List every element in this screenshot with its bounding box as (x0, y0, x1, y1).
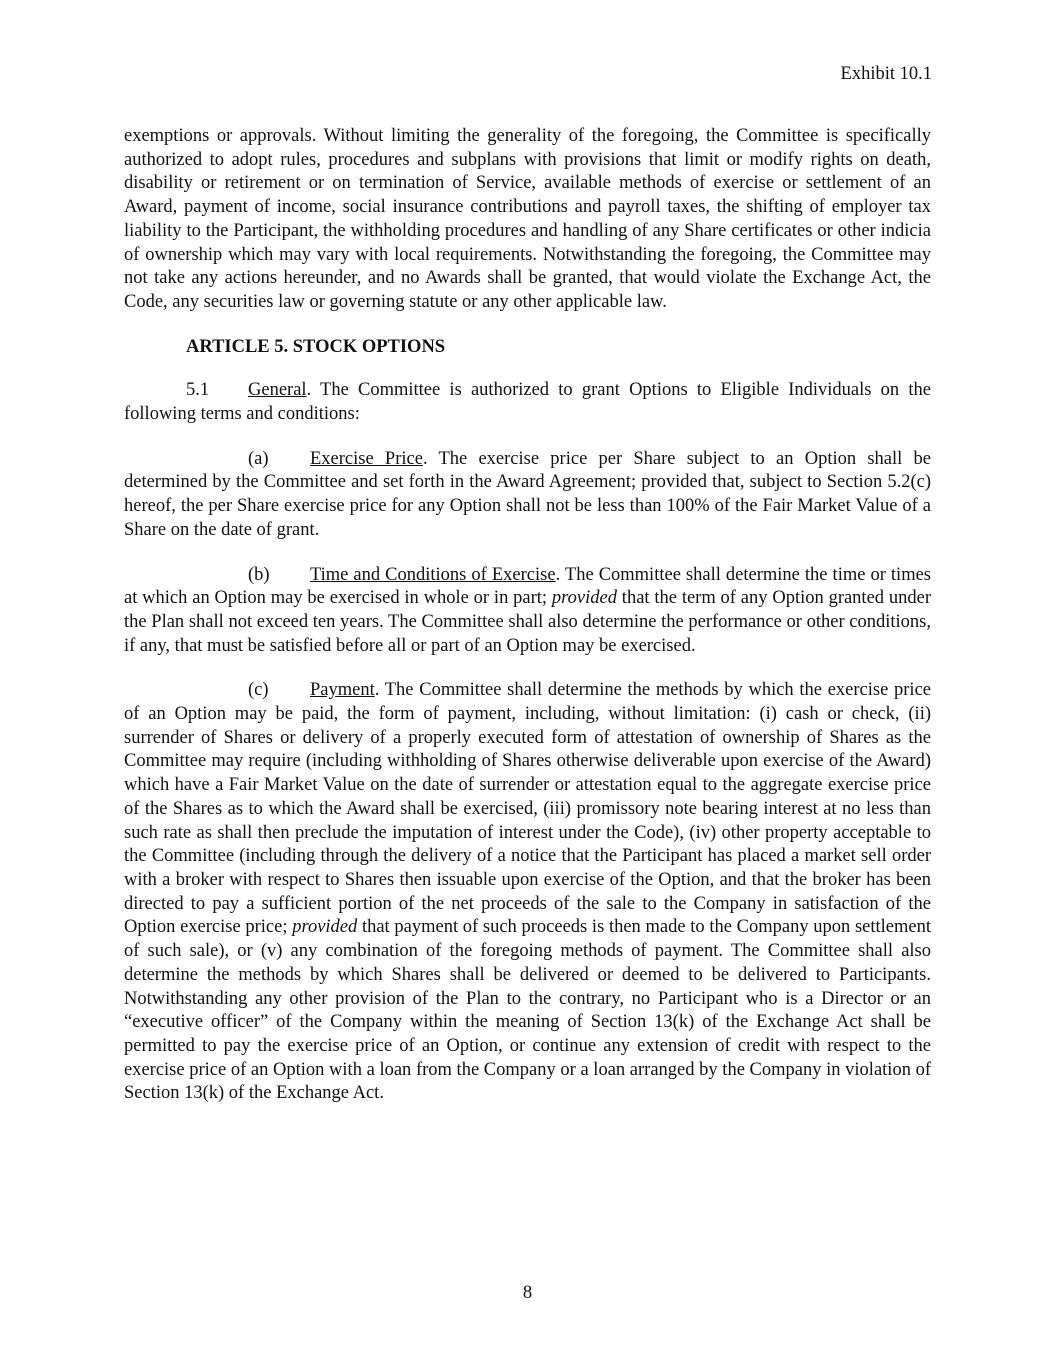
document-body (124, 125, 931, 1106)
subsection-text-continued: that payment of such proceeds is then made to the Company upon settlement of such sale), or (v) any combination of the foregoing methods of payment. The Committee shall also determine the methods by which Shares shall be delivered or deemed to be delivered to Participants. Notwithstanding any other provision of the Plan to the contrary, no Participant who is a Director or an “executive officer” of the Company within the meaning of Section 13(k) of the Exchange Act shall be permitted to pay the exercise price of an Option, or continue any extension of credit with respect to the exercise price of an Option with a loan from the Company or a loan arranged by the Company in violation of Section 13(k) of the Exchange Act. (124, 917, 931, 1104)
subsection-text: . The Committee shall determine the time or times at which an Option may be exercised in whole or in part; (124, 564, 931, 609)
subsection-label: (c) (248, 680, 269, 701)
subsection-text-continued: that the term of any Option granted under the Plan shall not exceed ten years. The Committee shall also determine the performance or other conditions, if any, that must be satisfied before all or part of an Option may be exercised. (124, 588, 931, 656)
subsection-title: Exercise Price (310, 448, 423, 469)
subsection-title: Payment (310, 680, 375, 701)
article-heading: ARTICLE 5. STOCK OPTIONS (186, 336, 446, 357)
italic-term: provided (292, 917, 358, 938)
subsection-a (124, 448, 931, 543)
subsection-text: . The exercise price per Share subject to an Option shall be determined by the Committee and set forth in the Award Agreement; provided that, subject to Section 5.2(c) hereof, the per Share exercise price for any Option shall not be less than 100% of the Fair Market Value of a Share on the date of grant. (124, 448, 931, 540)
italic-term: provided (551, 588, 617, 609)
subsection-label: (a) (248, 448, 269, 469)
section-5-1 (124, 379, 931, 426)
exhibit-label: Exhibit 10.1 (840, 64, 932, 84)
section-number: 5.1 (186, 380, 210, 401)
subsection-label: (b) (248, 564, 270, 585)
subsection-c (124, 679, 931, 1106)
page-number: 8 (522, 1283, 533, 1303)
intro-paragraph: exemptions or approvals. Without limiting the generality of the foregoing, the Committee is specifically authorized to adopt rules, procedures and subplans with provisions that limit or modify rights on death, disability or retirement or on termination of Service, available methods of exercise or settlement of an Award, payment of income, social insurance contributions and payroll taxes, the shifting of employer tax liability to the Participant, the withholding procedures and handling of any Share certificates or other indicia of ownership which may vary with local requirements. Notwithstanding the foregoing, the Committee may not take any actions hereunder, and no Awards shall be granted, that would violate the Exchange Act, the Code, any securities law or governing statute or any other applicable law. (124, 126, 931, 312)
subsection-title: Time and Conditions of Exercise (310, 564, 556, 585)
section-text: . The Committee is authorized to grant Options to Eligible Individuals on the following terms and conditions: (124, 380, 931, 425)
section-title: General (248, 380, 307, 401)
subsection-text: . The Committee shall determine the methods by which the exercise price of an Option may be paid, the form of payment, including, without limitation: (i) cash or check, (ii) surrender of Shares or delivery of a properly executed form of attestation of ownership of Shares as the Committee may require (including withholding of Shares otherwise deliverable upon exercise of the Award) which have a Fair Market Value on the date of surrender or attestation equal to the aggregate exercise price of the Shares as to which the Award shall be exercised, (iii) promissory note bearing interest at no less than such rate as shall then preclude the imputation of interest under the Code), (iv) other property acceptable to the Committee (including through the delivery of a notice that the Participant has placed a market sell order with a broker with respect to Shares then issuable upon exercise of the Option, and that the broker has been directed to pay a sufficient portion of the net proceeds of the sale to the Company in satisfaction of the Option exercise price; (124, 680, 931, 938)
subsection-b (124, 564, 931, 659)
